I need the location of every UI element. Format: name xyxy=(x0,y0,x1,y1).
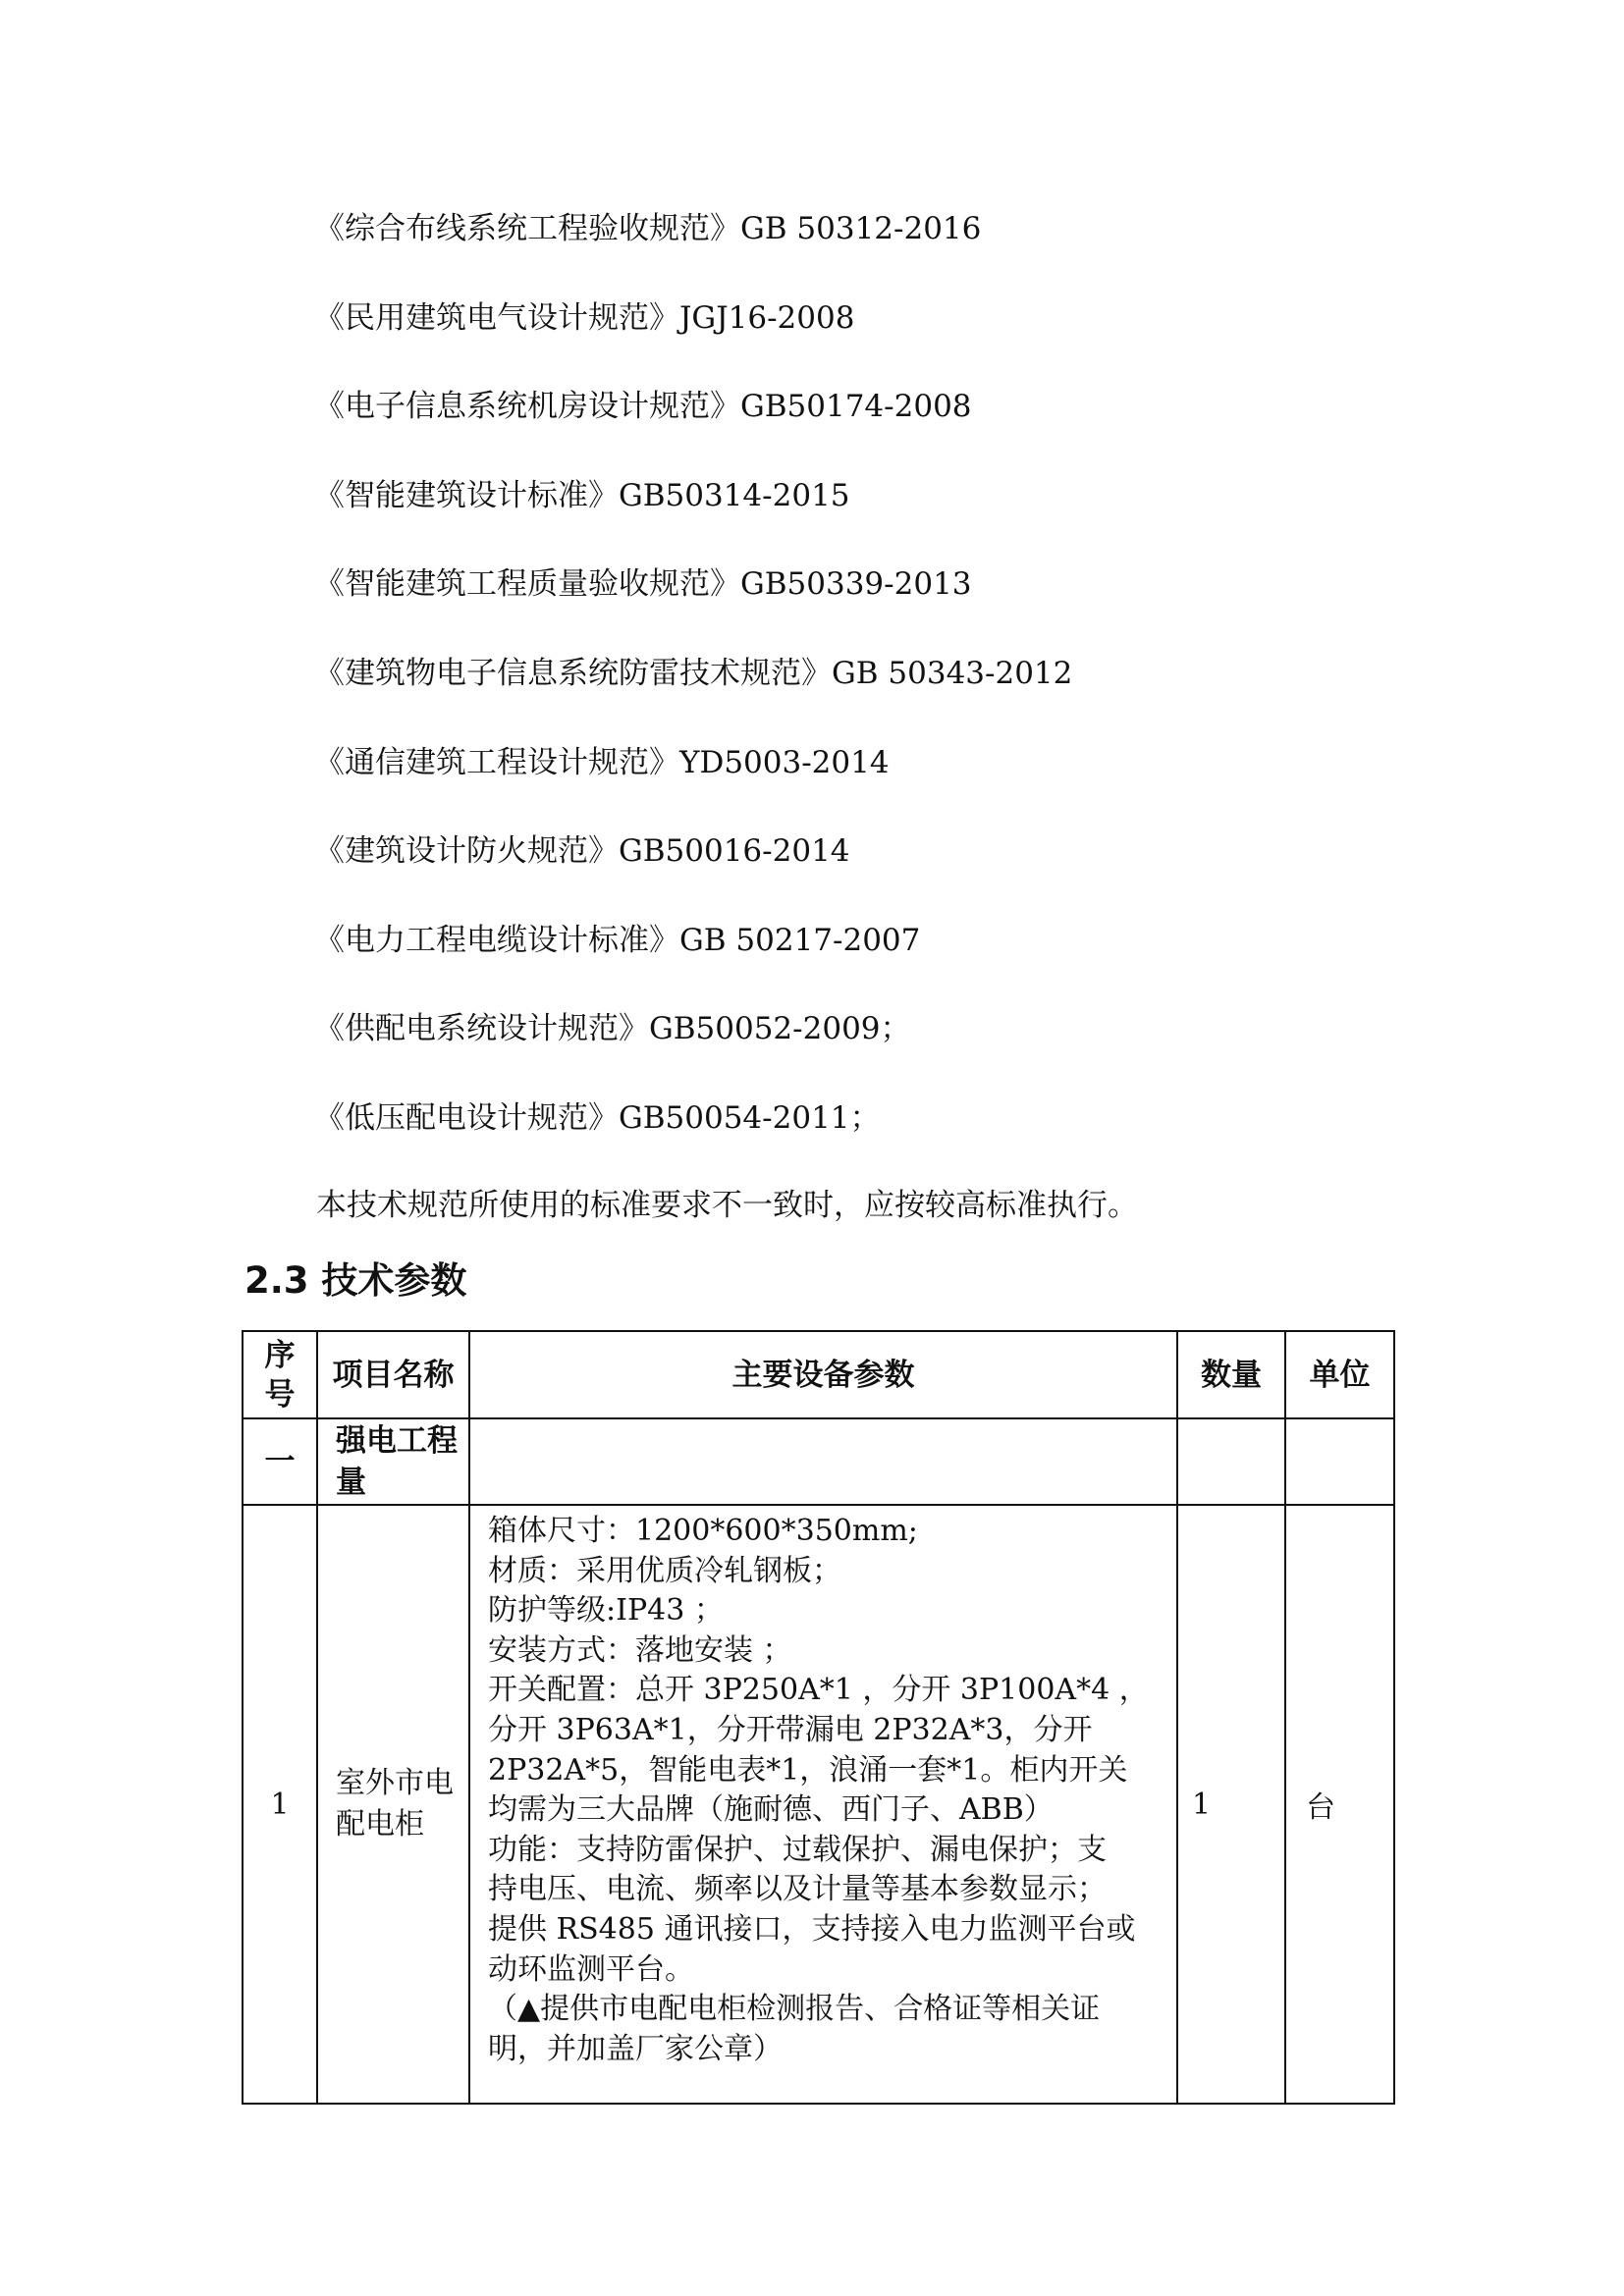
param-line: 2P32A*5，智能电表*1，浪涌一套*1。柜内开关 xyxy=(488,1752,1128,1788)
header-unit: 单位 xyxy=(1285,1331,1394,1418)
category-row xyxy=(243,1418,1394,1505)
param-line: 防护等级:IP43 ； xyxy=(488,1593,724,1629)
standard-item: 《民用建筑电气设计规范》JGJ16-2008 xyxy=(314,299,855,336)
param-line: 箱体尺寸：1200*600*350mm; xyxy=(488,1514,918,1548)
standard-item: 《供配电系统设计规范》GB50052-2009； xyxy=(314,1011,911,1047)
tech-params-table xyxy=(242,1330,1395,2105)
item-params xyxy=(469,1505,1177,2104)
standard-item: 《综合布线系统工程验收规范》GB 50312-2016 xyxy=(314,211,982,246)
standards-note: 本技术规范所使用的标准要求不一致时，应按较高标准执行。 xyxy=(316,1188,1138,1223)
param-line: 开关配置：总开 3P250A*1 ，分开 3P100A*4 ， xyxy=(488,1673,1149,1708)
param-line: 动环监测平台。 xyxy=(488,1951,694,1987)
standards-list xyxy=(314,204,1072,1183)
param-line: 均需为三大品牌（施耐德、西门子、ABB） xyxy=(488,1792,1054,1828)
item-unit: 台 xyxy=(1285,1505,1394,2104)
header-params: 主要设备参数 xyxy=(469,1331,1177,1418)
standard-item: 《电子信息系统机房设计规范》GB50174-2008 xyxy=(314,389,972,425)
param-line: 明，并加盖厂家公章） xyxy=(488,2031,783,2066)
table-row xyxy=(243,1505,1394,2104)
standard-item: 《通信建筑工程设计规范》YD5003-2014 xyxy=(314,744,890,780)
param-line: 材质：采用优质冷轧钢板； xyxy=(488,1553,841,1588)
empty-cell xyxy=(469,1418,1177,1505)
header-name: 项目名称 xyxy=(317,1331,469,1418)
param-line: 持电压、电流、频率以及计量等基本参数显示； xyxy=(488,1872,1107,1907)
item-no: 1 xyxy=(243,1505,317,2104)
standard-item: 《智能建筑设计标准》GB50314-2015 xyxy=(314,477,850,513)
item-qty: 1 xyxy=(1177,1505,1285,2104)
empty-cell xyxy=(1285,1418,1394,1505)
empty-cell xyxy=(1177,1418,1285,1505)
category-no: 一 xyxy=(243,1418,317,1505)
standard-item: 《建筑物电子信息系统防雷技术规范》GB 50343-2012 xyxy=(314,655,1073,691)
standard-item: 《低压配电设计规范》GB50054-2011； xyxy=(314,1099,881,1136)
header-qty: 数量 xyxy=(1177,1331,1285,1418)
section-title: 2.3 技术参数 xyxy=(244,1259,467,1302)
header-no: 序号 xyxy=(243,1331,317,1418)
standard-item: 《电力工程电缆设计标准》GB 50217-2007 xyxy=(314,922,921,958)
param-line: 安装方式：落地安装 ； xyxy=(488,1632,792,1668)
standard-item: 《智能建筑工程质量验收规范》GB50339-2013 xyxy=(314,566,972,603)
param-line: 提供 RS485 通讯接口，支持接入电力监测平台或 xyxy=(488,1911,1136,1947)
table-header-row xyxy=(243,1331,1394,1418)
param-line: （▲提供市电配电柜检测报告、合格证等相关证 xyxy=(488,1992,1101,2027)
category-name: 强电工程量 xyxy=(317,1418,469,1505)
param-line: 功能：支持防雷保护、过载保护、漏电保护；支 xyxy=(488,1832,1107,1867)
standard-item: 《建筑设计防火规范》GB50016-2014 xyxy=(314,833,850,870)
param-line: 分开 3P63A*1，分开带漏电 2P32A*3，分开 xyxy=(488,1712,1093,1747)
item-name: 室外市电配电柜 xyxy=(317,1505,469,2104)
